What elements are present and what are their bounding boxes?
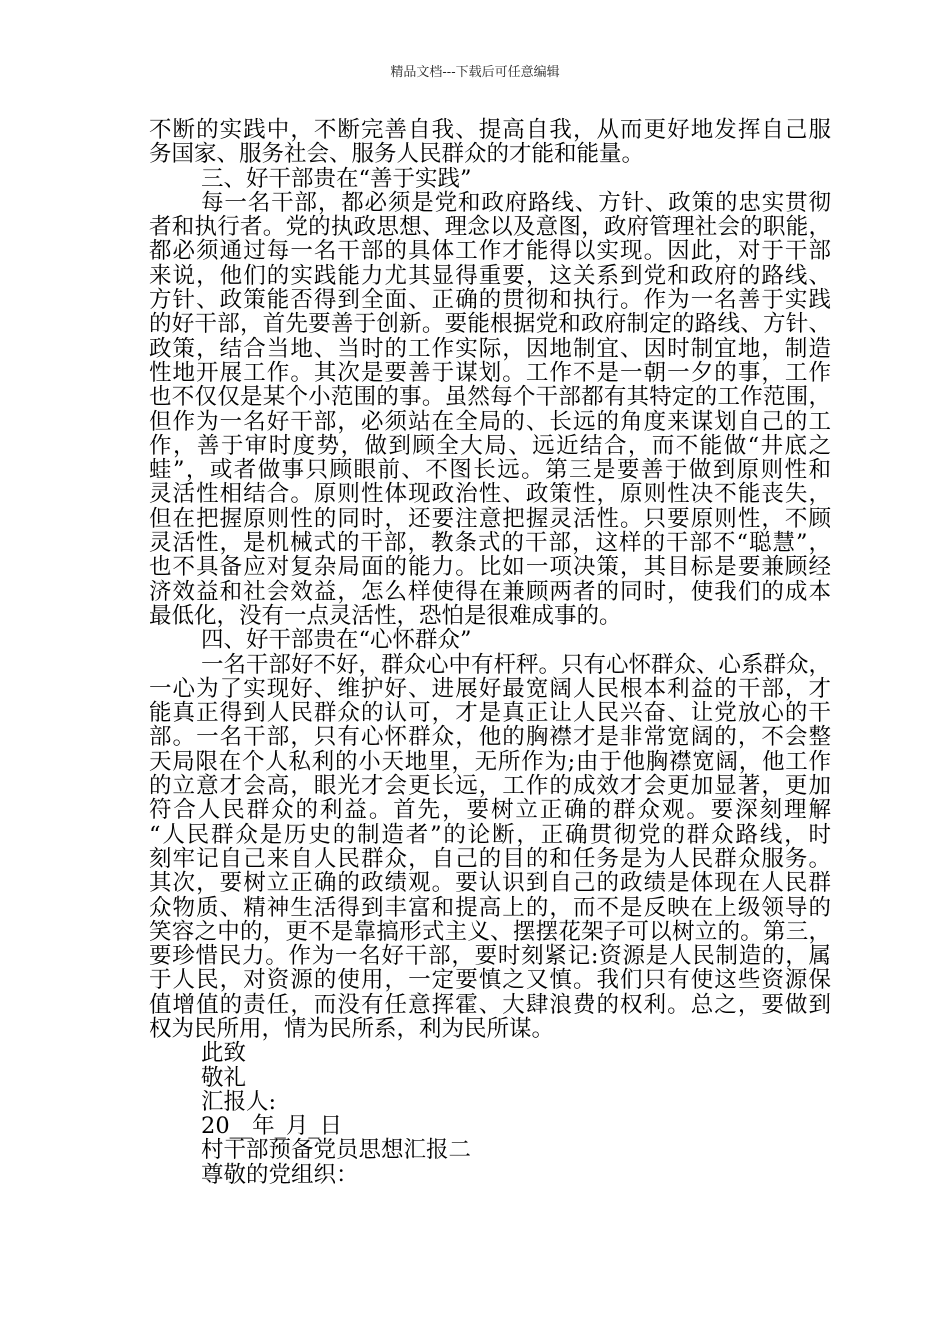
text-line: 但在把握原则性的同时，还要注意把握灵活性。只要原则性，不顾 [149,505,831,532]
text-line: 的好干部，首先要善于创新。要能根据党和政府制定的路线、方针、 [149,311,831,338]
text-line: 每一名干部，都必须是党和政府路线、方针、政策的忠实贯彻 [201,189,831,216]
document-body [149,118,831,1187]
text-line: 汇报人: [201,1088,277,1115]
text-line: 尊敬的党组织： [201,1161,359,1188]
text-line: 济效益和社会效益，怎么样使得在兼顾两者的同时，使我们的成本 [149,578,831,605]
text-line: 最低化，没有一点灵活性，恐怕是很难成事的。 [149,602,622,629]
text-line: 天局限在个人私利的小天地里，无所作为;由于他胸襟宽阔，他工作 [149,748,831,775]
text-line: 众物质、精神生活得到丰富和提高上的，而不是反映在上级领导的 [149,894,831,921]
text-line: 刻牢记自己来自人民群众，自己的目的和任务是为人民群众服务。 [149,845,831,872]
text-line: 一名干部好不好，群众心中有杆秤。只有心怀群众、心系群众， [201,651,832,678]
text-line: 村干部预备党员思想汇报二 [201,1137,472,1164]
text-line: 灵活性，是机械式的干部，教条式的干部，这样的干部不“聪慧”， [149,530,831,557]
text-line: 于人民，对资源的使用，一定要慎之又慎。我们只有使这些资源保 [149,967,831,994]
text-line: 务国家、服务社会、服务人民群众的才能和能量。 [149,141,645,168]
text-line: 但作为一名好干部，必须站在全局的、长远的角度来谋划自己的工 [149,408,831,435]
text-line: 也不具备应对复杂局面的能力。比如一项决策，其目标是要兼顾经 [149,554,831,581]
text-line: 来说，他们的实践能力尤其显得重要，这关系到党和政府的路线、 [149,262,831,289]
text-line: 一心为了实现好、维护好、进展好最宽阔人民根本利益的干部，才 [149,675,831,702]
text-line: 三、好干部贵在“善于实践” [201,165,472,192]
text-line: 也不仅仅是某个小范围的事。虽然每个干部都有其特定的工作范围， [149,384,831,411]
text-line: 符合人民群众的利益。首先，要树立正确的群众观。要深刻理解 [149,797,831,824]
text-line: 敬礼 [201,1064,247,1091]
text-line: 政策，结合当地、当时的工作实际，因地制宜、因时制宜地，制造 [149,335,831,362]
text-line: 此致 [201,1040,247,1067]
text-line: 都必须通过每一名干部的具体工作才能得以实现。因此，对于干部 [149,238,831,265]
text-line: 性地开展工作。其次是要善于谋划。工作不是一朝一夕的事，工作 [149,359,831,386]
text-line: 不断的实践中，不断完善自我、提高自我，从而更好地发挥自己服 [149,117,831,143]
text-line: 20__年_月_日 [201,1113,343,1140]
text-line: 四、好干部贵在“心怀群众” [201,627,472,654]
text-line: 灵活性相结合。原则性体现政治性、政策性，原则性决不能丧失， [149,481,831,508]
text-line: “人民群众是历史的制造者”的论断，正确贯彻党的群众路线，时 [149,821,831,848]
text-line: 作，善于审时度势，做到顾全大局、远近结合，而不能做“井底之 [149,432,831,459]
text-line: 权为民所用，情为民所系，利为民所谋。 [149,1015,555,1042]
text-line: 方针、政策能否得到全面、正确的贯彻和执行。作为一名善于实践 [149,287,831,314]
text-line: 能真正得到人民群众的认可，才是真正让人民兴奋、让党放心的干 [149,700,831,727]
page-header: 精品文档---下载后可任意编辑 [390,65,560,80]
text-line: 者和执行者。党的执政思想、理念以及意图，政府管理社会的职能， [149,214,831,241]
text-line: 的立意才会高，眼光才会更长远，工作的成效才会更加显著，更加 [149,773,831,800]
text-line: 部。一名干部，只有心怀群众，他的胸襟才是非常宽阔的，不会整 [149,724,831,751]
text-line: 要珍惜民力。作为一名好干部，要时刻紧记:资源是人民制造的，属 [149,943,831,970]
text-line: 蛙”，或者做事只顾眼前、不图长远。第三是要善于做到原则性和 [149,457,831,484]
text-line: 其次，要树立正确的政绩观。要认识到自己的政绩是体现在人民群 [149,870,831,897]
text-line: 值增值的责任，而没有任意挥霍、大肆浪费的权利。总之，要做到 [149,991,831,1018]
text-line: 笑容之中的，更不是靠搞形式主义、摆摆花架子可以树立的。第三， [149,918,831,945]
